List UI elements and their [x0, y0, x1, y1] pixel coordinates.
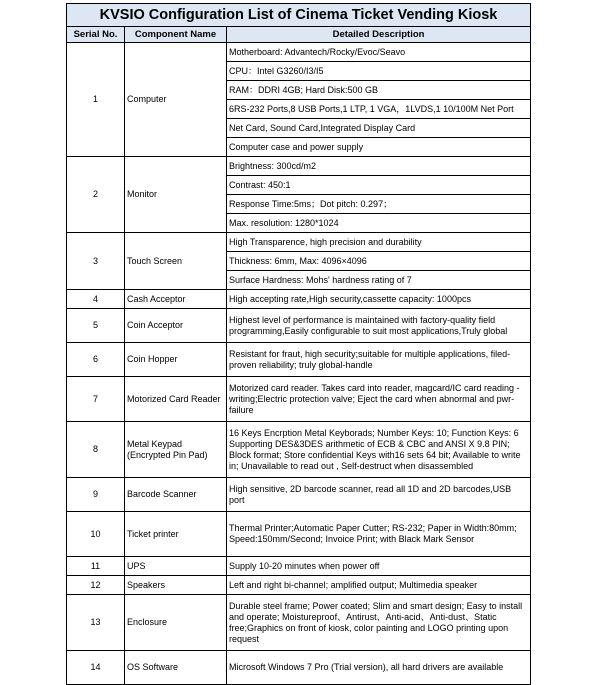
serial-cell: 7 — [67, 377, 125, 422]
description-cell: High sensitive, 2D barcode scanner, read all 1D and 2D barcodes,USB port — [227, 478, 531, 512]
serial-cell: 4 — [67, 290, 125, 309]
component-cell: Computer — [125, 43, 227, 157]
description-cell: Thermal Printer;Automatic Paper Cutter; RS-232; Paper in Width:80mm; Speed:150mm/Second; Invoice Print; with Black Mark Sensor — [227, 512, 531, 557]
table-row — [67, 290, 531, 309]
serial-cell: 5 — [67, 309, 125, 343]
component-cell: Cash Acceptor — [125, 290, 227, 309]
table-row — [67, 595, 531, 651]
serial-cell: 14 — [67, 651, 125, 685]
table-row — [67, 512, 531, 557]
table-row — [67, 422, 531, 478]
table-row — [67, 157, 531, 176]
header-component: Component Name — [125, 27, 227, 43]
header-description: Detailed Description — [227, 27, 531, 43]
table-row — [67, 478, 531, 512]
description-cell: Microsoft Windows 7 Pro (Trial version), all hard drivers are available — [227, 651, 531, 685]
table-row — [67, 557, 531, 576]
description-cell: High Transparence, high precision and durability — [227, 233, 531, 252]
component-cell: Metal Keypad (Encrypted Pin Pad) — [125, 422, 227, 478]
description-cell: RAM：DDRI 4GB; Hard Disk:500 GB — [227, 81, 531, 100]
component-cell: Barcode Scanner — [125, 478, 227, 512]
serial-cell: 9 — [67, 478, 125, 512]
table-row — [67, 43, 531, 62]
component-cell: Motorized Card Reader — [125, 377, 227, 422]
serial-cell: 1 — [67, 43, 125, 157]
component-cell: Coin Acceptor — [125, 309, 227, 343]
description-cell: Brightness: 300cd/m2 — [227, 157, 531, 176]
table-row — [67, 576, 531, 595]
description-cell: Computer case and power supply — [227, 138, 531, 157]
component-cell: Ticket printer — [125, 512, 227, 557]
description-cell: Left and right bi-channel; amplified output; Multimedia speaker — [227, 576, 531, 595]
description-cell: Response Time:5ms；Dot pitch: 0.297； — [227, 195, 531, 214]
component-cell: Speakers — [125, 576, 227, 595]
description-cell: Supply 10-20 minutes when power off — [227, 557, 531, 576]
serial-cell: 8 — [67, 422, 125, 478]
config-sheet — [66, 3, 530, 685]
config-table — [66, 3, 531, 685]
serial-cell: 6 — [67, 343, 125, 377]
description-cell: 16 Keys Encrption Metal Keyborads; Number Keys: 10; Function Keys: 6 Supporting DES&3DES arithmetic of ECB & CBC and ANSI X 9.8 PIN; Block format; Store confidential Keys with16 sets 64 bit; Available to write in; Unavailable to read out , Self-destruct when disassembled — [227, 422, 531, 478]
serial-cell: 13 — [67, 595, 125, 651]
description-cell: High accepting rate,High security,cassette capacity: 1000pcs — [227, 290, 531, 309]
description-cell: Net Card, Sound Card,Integrated Display Card — [227, 119, 531, 138]
component-cell: OS Software — [125, 651, 227, 685]
description-cell: Motorized card reader. Takes card into reader, magcard/IC card reading - writing;Electric protection valve; Eject the card when abnormal and pwr-failure — [227, 377, 531, 422]
component-cell: Touch Screen — [125, 233, 227, 290]
component-cell: Coin Hopper — [125, 343, 227, 377]
table-row — [67, 309, 531, 343]
table-title: KVSIO Configuration List of Cinema Ticket Vending Kiosk — [67, 4, 531, 27]
component-cell: Enclosure — [125, 595, 227, 651]
description-cell: Max. resolution: 1280*1024 — [227, 214, 531, 233]
description-cell: Contrast: 450:1 — [227, 176, 531, 195]
description-cell: CPU：Intel G3260/I3/I5 — [227, 62, 531, 81]
serial-cell: 2 — [67, 157, 125, 233]
description-cell: Highest level of performance is maintained with factory-quality field programming,Easily configurable to suit most applications,Truly global — [227, 309, 531, 343]
table-row — [67, 343, 531, 377]
description-cell: Durable steel frame; Power coated; Slim and smart design; Easy to install and operate; Moistureproof、Antirust、Anti-acid、Anti-dust、Static free;Graphics on front of kiosk, color painting and LOGO printing upon request — [227, 595, 531, 651]
description-cell: Resistant for fraut, high security;suitable for multiple applications, filed-proven reliability; truly global-handle — [227, 343, 531, 377]
header-serial: Serial No. — [67, 27, 125, 43]
serial-cell: 12 — [67, 576, 125, 595]
serial-cell: 3 — [67, 233, 125, 290]
description-cell: Surface Hardness: Mohs' hardness rating of 7 — [227, 271, 531, 290]
table-row — [67, 377, 531, 422]
component-cell: UPS — [125, 557, 227, 576]
description-cell: Thickness: 6mm, Max: 4096×4096 — [227, 252, 531, 271]
serial-cell: 10 — [67, 512, 125, 557]
serial-cell: 11 — [67, 557, 125, 576]
description-cell: Motherboard: Advantech/Rocky/Evoc/Seavo — [227, 43, 531, 62]
table-row — [67, 233, 531, 252]
description-cell: 6RS-232 Ports,8 USB Ports,1 LTP, 1 VGA，1LVDS,1 10/100M Net Port — [227, 100, 531, 119]
table-row — [67, 651, 531, 685]
component-cell: Monitor — [125, 157, 227, 233]
